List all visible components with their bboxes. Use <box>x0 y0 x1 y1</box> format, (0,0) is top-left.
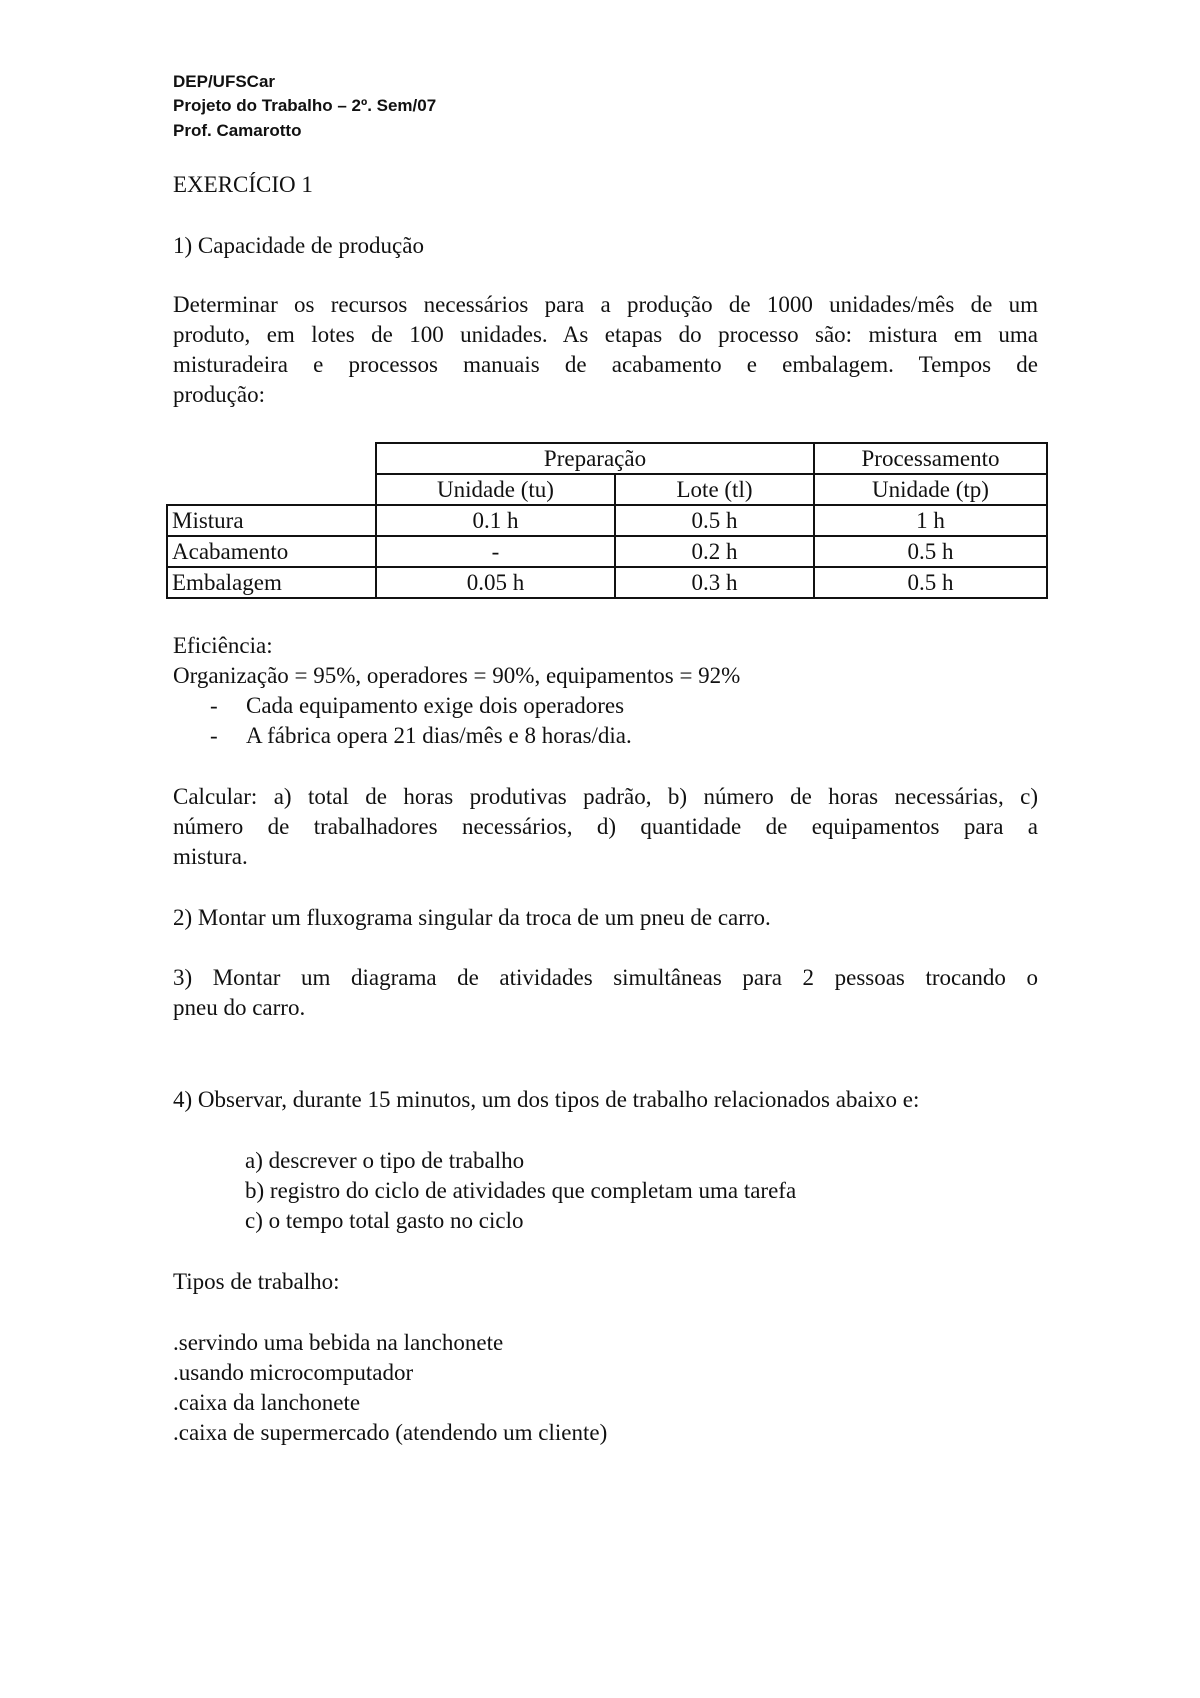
q1-heading: 1) Capacidade de produção <box>173 233 424 258</box>
header-course: Projeto do Trabalho – 2º. Sem/07 <box>173 96 437 115</box>
header-department: DEP/UFSCar <box>173 72 276 91</box>
q1-paragraph-line: misturadeira e processos manuais de acabamento e embalagem. Tempos de <box>173 352 1038 377</box>
dash-icon: - <box>210 723 218 748</box>
cell-tu: - <box>376 536 615 567</box>
row-label: Mistura <box>167 505 376 536</box>
table-row <box>167 567 1047 598</box>
cell-tl: 0.5 h <box>615 505 814 536</box>
table-row <box>167 536 1047 567</box>
row-label: Embalagem <box>167 567 376 598</box>
row-label: Acabamento <box>167 536 376 567</box>
work-types-label: Tipos de trabalho: <box>173 1269 340 1294</box>
table-row <box>167 505 1047 536</box>
q4-item: b) registro do ciclo de atividades que completam uma tarefa <box>245 1178 797 1203</box>
table-group-header-row <box>167 443 1047 474</box>
cell-tl: 0.3 h <box>615 567 814 598</box>
cell-tu: 0.1 h <box>376 505 615 536</box>
dash-icon: - <box>210 693 218 718</box>
exercise-title: EXERCÍCIO 1 <box>173 172 313 197</box>
work-type-item: .caixa de supermercado (atendendo um cliente) <box>173 1420 608 1445</box>
efficiency-values: Organização = 95%, operadores = 90%, equipamentos = 92% <box>173 663 741 688</box>
q1-paragraph-line: Determinar os recursos necessários para a produção de 1000 unidades/mês de um <box>173 292 1038 317</box>
table-sub-header: Lote (tl) <box>615 474 814 505</box>
calc-line: Calcular: a) total de horas produtivas padrão, b) número de horas necessárias, c) <box>173 784 1038 809</box>
bullet-text: A fábrica opera 21 dias/mês e 8 horas/dia. <box>246 723 632 748</box>
q3-line: pneu do carro. <box>173 995 306 1020</box>
q4-item: a) descrever o tipo de trabalho <box>245 1148 525 1173</box>
bullet-item <box>210 723 632 749</box>
q1-paragraph-line: produção: <box>173 382 265 407</box>
work-type-item: .usando microcomputador <box>173 1360 414 1385</box>
work-type-item: .caixa da lanchonete <box>173 1390 361 1415</box>
table-sub-header: Unidade (tp) <box>814 474 1047 505</box>
cell-tu: 0.05 h <box>376 567 615 598</box>
table-corner-blank <box>167 474 376 505</box>
bullet-item <box>210 693 624 719</box>
production-times-table <box>166 442 1048 599</box>
table-sub-header: Unidade (tu) <box>376 474 615 505</box>
q4-item: c) o tempo total gasto no ciclo <box>245 1208 524 1233</box>
q3-line: 3) Montar um diagrama de atividades simultâneas para 2 pessoas trocando o <box>173 965 1038 990</box>
cell-tl: 0.2 h <box>615 536 814 567</box>
cell-tp: 0.5 h <box>814 567 1047 598</box>
table-corner-blank <box>167 443 376 474</box>
table-group-header: Preparação <box>376 443 814 474</box>
cell-tp: 0.5 h <box>814 536 1047 567</box>
cell-tp: 1 h <box>814 505 1047 536</box>
bullet-text: Cada equipamento exige dois operadores <box>246 693 625 718</box>
calc-line: número de trabalhadores necessários, d) quantidade de equipamentos para a <box>173 814 1038 839</box>
q1-paragraph-line: produto, em lotes de 100 unidades. As etapas do processo são: mistura em uma <box>173 322 1038 347</box>
q2-text: 2) Montar um fluxograma singular da troca de um pneu de carro. <box>173 905 771 930</box>
table-sub-header-row <box>167 474 1047 505</box>
work-type-item: .servindo uma bebida na lanchonete <box>173 1330 504 1355</box>
table-group-header: Processamento <box>814 443 1047 474</box>
efficiency-label: Eficiência: <box>173 633 273 658</box>
calc-line: mistura. <box>173 844 248 869</box>
header-professor: Prof. Camarotto <box>173 121 302 140</box>
q4-intro: 4) Observar, durante 15 minutos, um dos tipos de trabalho relacionados abaixo e: <box>173 1087 920 1112</box>
